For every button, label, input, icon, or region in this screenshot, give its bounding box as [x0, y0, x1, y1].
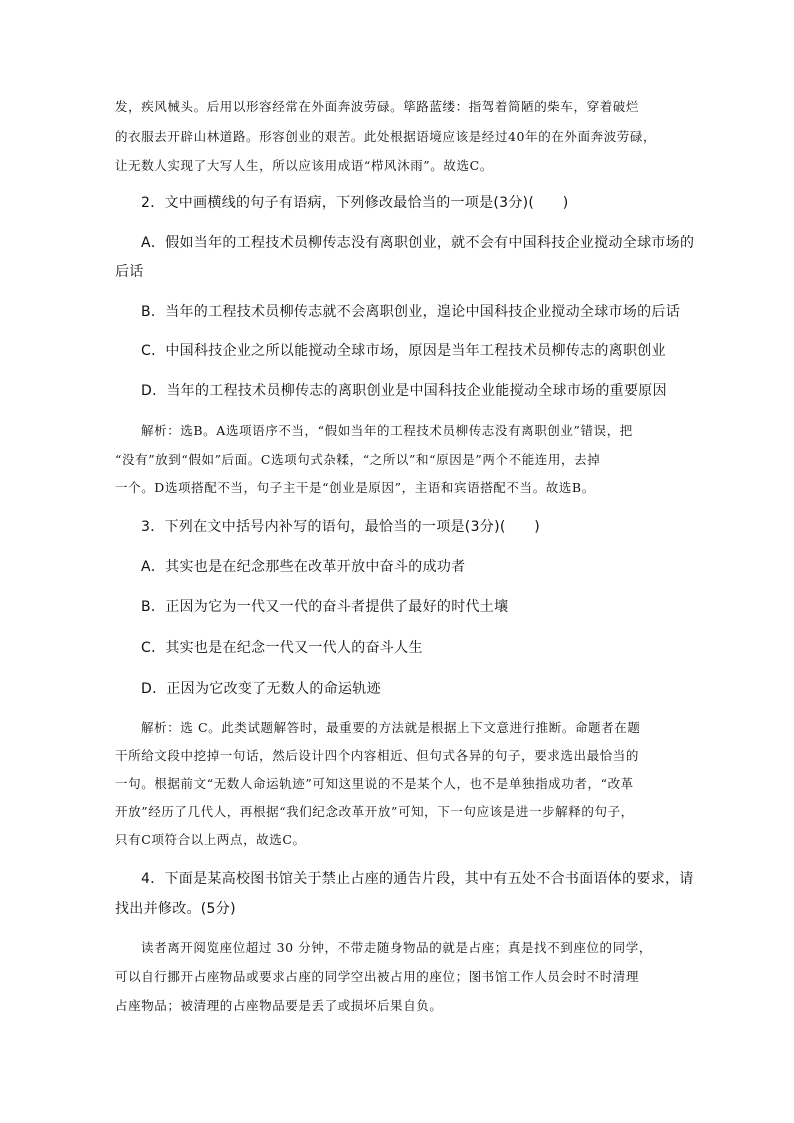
question-2-analysis: 一个。D选项搭配不当，句子主干是“创业是原因”，主语和宾语搭配不当。故选B。 [115, 480, 595, 495]
notice-text: 读者离开阅览座位超过 30 分钟，不带走随身物品的就是占座；真是找不到座位的同学， [141, 940, 652, 955]
question-3-analysis: 干所给文段中挖掉一句话，然后设计四个内容相近、但句式各异的句子，要求选出最恰当的 [115, 748, 640, 763]
question-2-analysis: “没有”放到“假如”后面。C选项句式杂糅，“之所以”和“原因是”两个不能连用，去掉 [115, 452, 601, 467]
question-3-analysis: 开放”经历了几代人，再根据“我们纪念改革开放”可知，下一句应该是进一步解释的句子， [115, 804, 634, 819]
notice-text: 可以自行挪开占座物品或要求占座的同学空出被占用的座位；图书馆工作人员会时不时清理 [115, 969, 640, 984]
question-3-analysis: 一句。根据前文“无数人命运轨迹”可知这里说的不是某个人，也不是单独指成功者，“改革 [115, 776, 634, 791]
question-2-option-a: A．假如当年的工程技术员柳传志没有离职创业，就不会有中国科技企业搅动全球市场的 [141, 235, 695, 251]
explanation-line: 的衣服去开辟山林道路。形容创业的艰苦。此处根据语境应该是经过40年的在外面奔波劳碌， [115, 129, 657, 144]
question-2-stem: 2．文中画横线的句子有语病，下列修改最恰当的一项是(3分)( ) [141, 195, 569, 211]
question-2-option-c: C．中国科技企业之所以能搅动全球市场，原因是当年工程技术员柳传志的离职创业 [141, 343, 666, 359]
question-3-option-c: C．其实也是在纪念一代又一代人的奋斗人生 [141, 640, 423, 656]
notice-text: 占座物品；被清理的占座物品要是丢了或损坏后果自负。 [115, 998, 443, 1013]
question-3-stem: 3．下列在文中括号内补写的语句，最恰当的一项是(3分)( ) [141, 519, 540, 535]
question-3-option-b: B．正因为它为一代又一代的奋斗者提供了最好的时代土壤 [141, 599, 509, 615]
question-4-stem-cont: 找出并修改。(5分) [115, 901, 236, 917]
explanation-line: 发，疾风械头。后用以形容经常在外面奔波劳碌。筚路蓝缕：指驾着简陋的柴车，穿着破烂 [115, 99, 640, 114]
question-3-option-a: A．其实也是在纪念那些在改革开放中奋斗的成功者 [141, 559, 466, 575]
question-2-option-b: B．当年的工程技术员柳传志就不会离职创业，遑论中国科技企业搅动全球市场的后话 [141, 304, 681, 320]
question-3-analysis: 解析：选 C。此类试题解答时，最重要的方法就是根据上下文意进行推断。命题者在题 [141, 720, 641, 735]
explanation-line: 让无数人实现了大写人生，所以应该用成语“栉风沐雨”。故选C。 [115, 158, 493, 173]
question-3-analysis: 只有C项符合以上两点，故选C。 [115, 832, 306, 847]
question-2-analysis: 解析：选B。A选项语序不当，“假如当年的工程技术员柳传志没有离职创业”错误，把 [141, 423, 633, 438]
question-4-stem: 4．下面是某高校图书馆关于禁止占座的通告片段，其中有五处不合书面语体的要求，请 [141, 871, 694, 887]
question-2-option-a-cont: 后话 [115, 264, 144, 280]
question-2-option-d: D．当年的工程技术员柳传志的离职创业是中国科技企业能搅动全球市场的重要原因 [141, 383, 667, 399]
question-3-option-d: D．正因为它改变了无数人的命运轨迹 [141, 681, 381, 697]
